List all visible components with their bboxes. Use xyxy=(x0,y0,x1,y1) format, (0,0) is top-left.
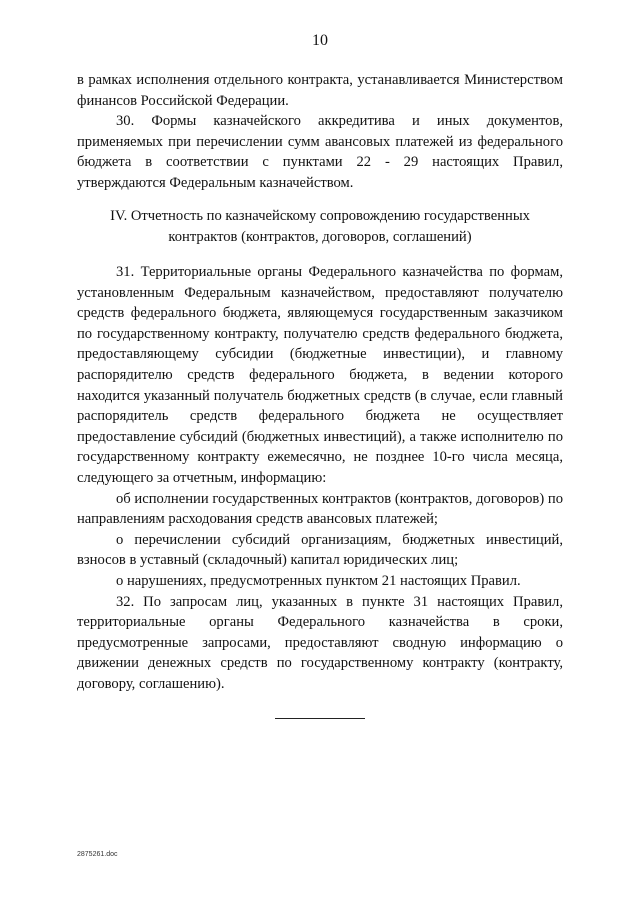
list-item-violations: о нарушениях, предусмотренных пунктом 21 настоящих Правил. xyxy=(116,572,521,589)
paragraph-31: 31. Территориальные органы Федерального казначейства по формам, установленным Федеральным казначейством, предоставляют получателю средств федерального бюджета, являющемуся государственным заказчиком по государственному контракту, получателю средств федерального бюджета, предоставляющему субсидии (бюджетные инвестиции), и главному распорядителю средств федерального бюджета, в ведении которого находится указанный получатель бюджетных средств (в случае, если главный распорядитель средств федерального бюджета не осуществляет предоставление субсидий (бюджетных инвестиций), а также исполнителю по государственному контракту ежемесячно, не позднее 10-го числа месяца, следующего за отчетным, информацию: xyxy=(77,264,563,486)
paragraph-continuation: в рамках исполнения отдельного контракта, устанавливается Министерством финансов Российской Федерации. xyxy=(77,72,563,109)
document-file-code: 2875261.doc xyxy=(77,851,118,858)
list-item-subsidies: о перечислении субсидий организациям, бюджетных инвестиций, взносов в уставный (складочный) капитал юридических лиц; xyxy=(77,531,563,569)
section-iv-heading: IV. Отчетность по казначейскому сопровождению государственных контрактов (контрактов, договоров, соглашений) xyxy=(110,208,530,245)
page-number: 10 xyxy=(312,32,328,49)
main-text-block xyxy=(77,262,563,694)
list-item-contracts: об исполнении государственных контрактов (контрактов, договоров) по направлениям расходования средств авансовых платежей; xyxy=(77,490,563,528)
paragraph-30: 30. Формы казначейского аккредитива и иных документов, применяемых при перечислении сумм авансовых платежей из федерального бюджета в соответствии с пунктами 22 - 29 настоящих Правил, утверждаются Федеральным казначейством. xyxy=(77,113,563,191)
paragraph-32: 32. По запросам лиц, указанных в пункте 31 настоящих Правил, территориальные органы Федерального казначейства в сроки, предусмотренные запросами, предоставляют сводную информацию о движении денежных средств по государственному контракту (контракту, договору, соглашению). xyxy=(77,593,563,692)
end-separator-line xyxy=(275,718,365,719)
top-text-block xyxy=(77,70,563,194)
